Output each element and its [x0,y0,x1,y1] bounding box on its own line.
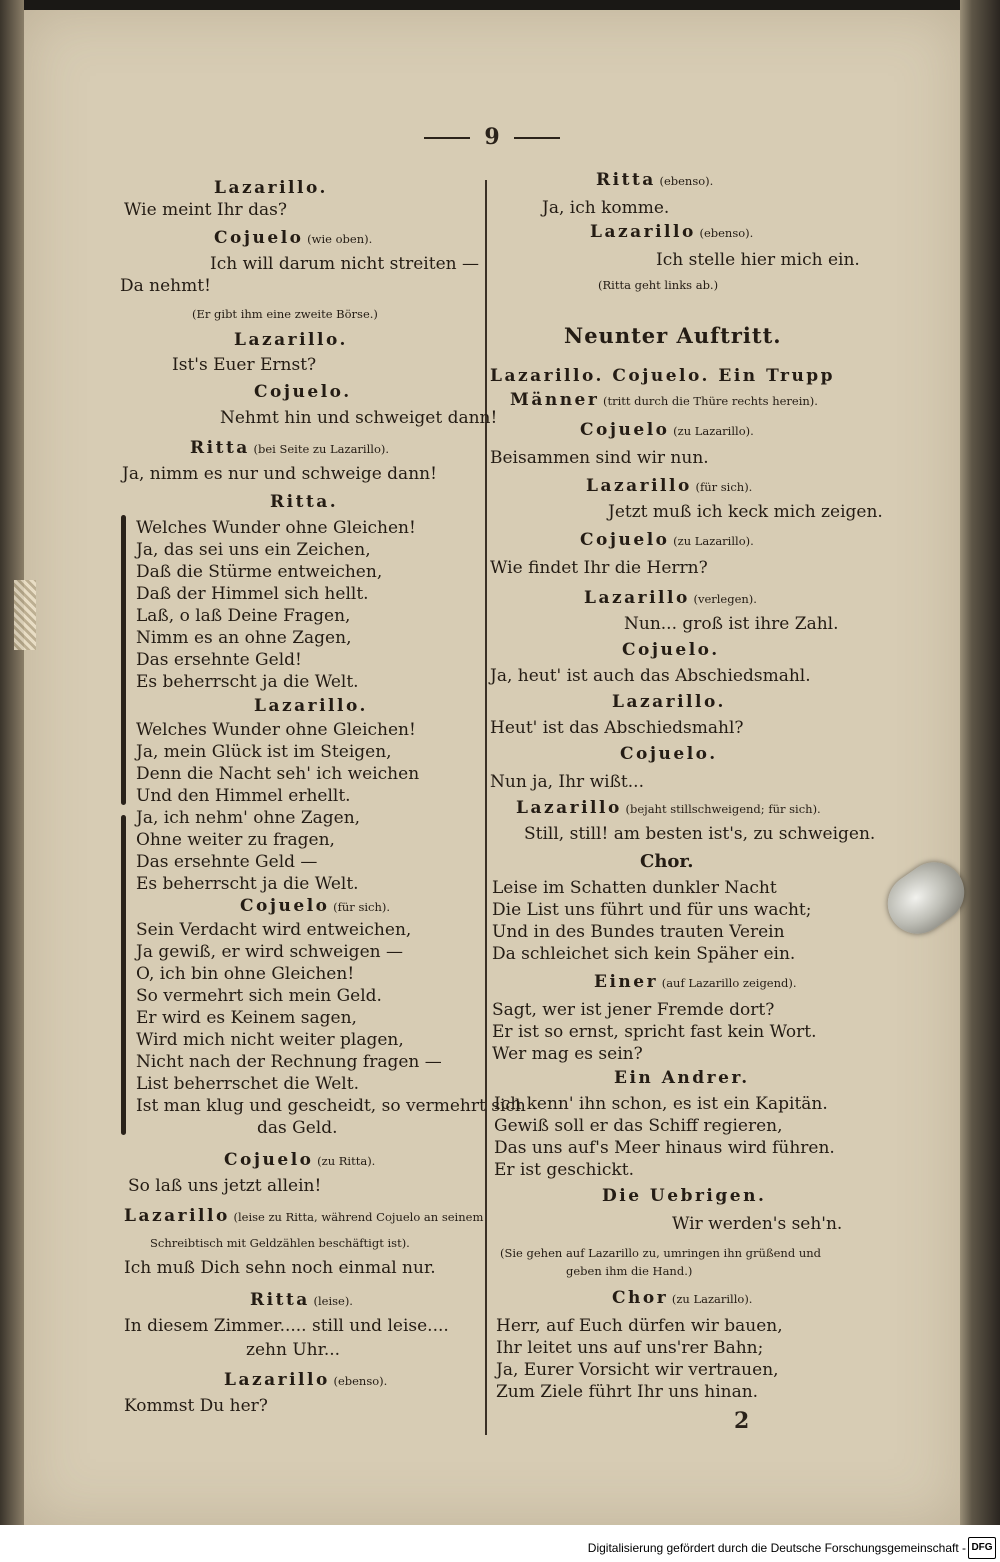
verse-text: Nun... groß ist ihre Zahl. [624,614,839,634]
speaker-name: Die Uebrigen. [602,1186,767,1206]
left-verse-line [136,650,302,670]
speaker-name: Lazarillo [590,222,696,242]
verse-text: Ja, das sei uns ein Zeichen, [136,540,371,560]
speaker-name: Ritta. [270,492,339,512]
book-page [24,10,960,1525]
right-verse-line [542,198,669,218]
stage-direction-inline: (tritt durch die Thüre rechts herein). [599,394,818,408]
speaker-name: Lazarillo [224,1370,330,1390]
verse-text: Ich stelle hier mich ein. [656,250,860,270]
left-verse-line [246,1340,340,1360]
speaker-name: Cojuelo [224,1150,314,1170]
speaker-name: Lazarillo. [214,178,328,198]
book-spine [0,0,24,1525]
left-verse-line [136,852,317,872]
right-speaker-line [586,476,752,497]
page-edge [960,0,1000,1525]
verse-text: Ist's Euer Ernst? [172,355,317,375]
right-verse-line [496,1382,758,1402]
dash-right [514,137,560,139]
right-verse-line [492,1044,643,1064]
verse-text: Die List uns führt und für uns wacht; [492,900,812,920]
left-speaker-line [254,696,368,716]
speaker-name: Lazarillo. [234,330,348,350]
stage-direction-inline: (verlegen). [689,592,757,606]
brace-ritta [121,515,126,805]
speaker-name: Cojuelo [580,530,670,550]
left-verse-line [136,964,354,984]
stage-direction-text: (Ritta geht links ab.) [598,278,719,292]
right-verse-line [492,900,812,920]
verse-text: Es beherrscht ja die Welt. [136,874,359,894]
verse-text: Ich kenn' ihn schon, es ist ein Kapitän. [494,1094,828,1114]
right-verse-line [656,250,860,270]
left-speaker-line [270,492,338,512]
dash-left [424,137,470,139]
brace-lazarillo [121,815,126,1135]
left-speaker-line [124,1206,483,1227]
stage-direction-inline: (leise zu Ritta, während Cojuelo an seinem [229,1210,484,1224]
verse-text: Er ist geschickt. [494,1160,634,1180]
left-verse-line [136,720,416,740]
right-verse-line [624,614,839,634]
stage-direction-text: (Er gibt ihm eine zweite Börse.) [192,307,378,321]
speaker-name: Cojuelo [240,896,330,916]
stage-direction-text: (Sie gehen auf Lazarillo zu, umringen ihn grüßend und [500,1246,822,1260]
speaker-name: Lazarillo [584,588,690,608]
scene-heading-text: Neunter Auftritt. [564,323,782,348]
verse-text: Das uns auf's Meer hinaus wird führen. [494,1138,835,1158]
verse-text: Kommst Du her? [124,1396,268,1416]
speaker-name: Ritta [596,170,656,190]
stage-direction-inline: (leise). [309,1294,353,1308]
left-verse-line [257,1118,338,1138]
right-verse-line [492,944,795,964]
verse-text: Ja gewiß, er wird schweigen — [136,942,403,962]
verse-text: Ja, heut' ist auch das Abschiedsmahl. [490,666,811,686]
right-speaker-line [580,420,754,441]
verse-text: Ich muß Dich sehn noch einmal nur. [124,1258,436,1278]
column-divider [485,180,487,1435]
right-speaker-line [614,1068,750,1088]
speaker-name: Lazarillo [516,798,622,818]
left-verse-line [124,200,287,220]
verse-text: Da nehmt! [120,276,211,296]
verse-text: Wie meint Ihr das? [124,200,287,220]
speaker-name: Lazarillo. Cojuelo. Ein Trupp [490,366,836,386]
verse-text: Er wird es Keinem sagen, [136,1008,357,1028]
right-verse-line [496,1338,763,1358]
right-verse-line [494,1160,634,1180]
left-verse-line [136,1074,359,1094]
page-number: 9 [484,124,500,150]
verse-text: Denn die Nacht seh' ich weichen [136,764,420,784]
right-speaker-line [620,744,718,764]
right-verse-line [490,718,744,738]
right-verse-line [492,1022,817,1042]
left-verse-line [136,764,419,784]
left-verse-line [124,1316,449,1336]
speaker-name: Ritta [190,438,250,458]
verse-text: Jetzt muß ich keck mich zeigen. [608,502,883,522]
right-verse-line [496,1360,779,1380]
verse-text: Er ist so ernst, spricht fast kein Wort. [492,1022,817,1042]
verse-text: So laß uns jetzt allein! [128,1176,322,1196]
right-speaker-line [622,640,720,660]
left-verse-line [136,1008,357,1028]
left-verse-line [220,408,497,428]
left-stage-direction [192,303,378,324]
verse-text: Leise im Schatten dunkler Nacht [492,878,777,898]
left-stage-direction [150,1232,410,1253]
verse-text: Zum Ziele führt Ihr uns hinan. [496,1382,759,1402]
left-speaker-line [214,178,328,198]
right-speaker-line [602,1186,766,1206]
speaker-name: Einer [594,972,659,992]
stage-direction-inline: (bejaht stillschweigend; für sich). [621,802,821,816]
left-verse-line [136,1096,526,1116]
verse-text: Herr, auf Euch dürfen wir bauen, [496,1316,783,1336]
verse-text: Wer mag es sein? [492,1044,643,1064]
left-speaker-line [224,1150,375,1171]
dfg-logo: DFG [968,1537,996,1559]
verse-text: Und in des Bundes trauten Verein [492,922,785,942]
speaker-name: Ritta [250,1290,310,1310]
stage-direction-inline: (zu Lazarillo). [669,424,754,438]
verse-text: So vermehrt sich mein Geld. [136,986,382,1006]
left-verse-line [172,355,316,375]
speaker-name: Lazarillo. [612,692,726,712]
stage-direction-inline: (für sich). [329,900,391,914]
verse-text: Wird mich nicht weiter plagen, [136,1030,404,1050]
stage-direction-inline: (wie oben). [303,232,373,246]
verse-text: Ich will darum nicht streiten — [210,254,479,274]
verse-text: Nehmt hin und schweiget dann! [220,408,498,428]
right-speaker-line [612,1288,752,1309]
right-verse-line [490,558,708,578]
right-scene-heading [564,323,782,348]
verse-text: Still, still! am besten ist's, zu schweigen. [524,824,876,844]
verse-text: O, ich bin ohne Gleichen! [136,964,355,984]
verse-text: Ja, ich komme. [542,198,670,218]
verse-text: Ja, nimm es nur und schweige dann! [122,464,437,484]
right-verse-line [490,666,811,686]
left-verse-line [136,540,371,560]
left-verse-line [136,584,369,604]
verse-text: das Geld. [257,1118,338,1138]
stage-direction-text: Schreibtisch mit Geldzählen beschäftigt ist). [150,1236,410,1250]
right-verse-line [524,824,875,844]
right-verse-line [494,1138,835,1158]
left-verse-line [136,1030,404,1050]
verse-text: Nun ja, Ihr wißt... [490,772,644,792]
verse-text: Wir werden's seh'n. [672,1214,843,1234]
verse-text: Gewiß soll er das Schiff regieren, [494,1116,783,1136]
right-verse-line [672,1214,842,1234]
speaker-name: Cojuelo. [254,382,352,402]
left-verse-line [136,830,335,850]
speaker-name: Ein Andrer. [614,1068,750,1088]
right-verse-line [608,502,883,522]
speaker-name: Männer [510,390,600,410]
verse-text: Da schleichet sich kein Späher ein. [492,944,796,964]
left-speaker-line [190,438,389,459]
verse-text: In diesem Zimmer..... still und leise.... [124,1316,449,1336]
verse-text: Ohne weiter zu fragen, [136,830,335,850]
right-speaker-line [596,170,713,191]
right-speaker-line [612,692,726,712]
right-verse-line [492,922,785,942]
right-verse-line [494,1116,783,1136]
left-verse-line [136,518,416,538]
verse-text: List beherrschet die Welt. [136,1074,359,1094]
verse-text: Ja, ich nehm' ohne Zagen, [136,808,361,828]
stage-direction-inline: (zu Lazarillo). [668,1292,753,1306]
right-speaker-line [590,222,753,243]
left-verse-line [136,808,360,828]
speaker-name: Cojuelo [214,228,304,248]
right-verse-line [490,448,709,468]
left-speaker-line [234,330,348,350]
right-speaker-line [490,366,835,386]
verse-text: Nicht nach der Rechnung fragen — [136,1052,442,1072]
verse-text: Ja, Eurer Vorsicht wir vertrauen, [496,1360,779,1380]
right-stage-direction [598,274,718,295]
left-verse-line [136,874,359,894]
speaker-name: Lazarillo [124,1206,230,1226]
verse-text: Es beherrscht ja die Welt. [136,672,359,692]
stage-direction-inline: (ebenso). [329,1374,388,1388]
right-speaker-line [516,798,821,819]
left-verse-line [136,942,403,962]
stage-direction-inline: (ebenso). [695,226,754,240]
verse-text: Welches Wunder ohne Gleichen! [136,518,416,538]
left-verse-line [136,742,392,762]
verse-text: Ist man klug und gescheidt, so vermehrt sich [136,1096,526,1116]
verse-text: Welches Wunder ohne Gleichen! [136,720,416,740]
speaker-name: Chor [612,1288,669,1308]
stage-direction-inline: (zu Lazarillo). [669,534,754,548]
left-verse-line [136,986,382,1006]
left-speaker-line [214,228,372,249]
signature-mark: 2 [734,1408,750,1434]
verse-text: Und den Himmel erhellt. [136,786,351,806]
right-verse-line [494,1094,828,1114]
left-verse-line [210,254,479,274]
verse-text: Sein Verdacht wird entweichen, [136,920,412,940]
verse-text: Nimm es an ohne Zagen, [136,628,352,648]
right-chorus-heading [640,852,694,872]
verse-text: Heut' ist das Abschiedsmahl? [490,718,744,738]
speaker-name: Lazarillo [586,476,692,496]
verse-text: Das ersehnte Geld — [136,852,318,872]
speaker-name: Cojuelo [580,420,670,440]
stage-direction-inline: (bei Seite zu Lazarillo). [249,442,390,456]
speaker-name: Lazarillo. [254,696,368,716]
right-speaker-line [580,530,754,551]
right-stage-direction [566,1260,692,1281]
left-verse-line [122,464,437,484]
verse-text: Daß der Himmel sich hellt. [136,584,369,604]
left-speaker-line [250,1290,353,1311]
verse-text: Beisammen sind wir nun. [490,448,709,468]
verse-text: Wie findet Ihr die Herrn? [490,558,708,578]
stage-direction-text: geben ihm die Hand.) [566,1264,693,1278]
left-verse-line [136,606,350,626]
right-verse-line [492,1000,774,1020]
footer-text: Digitalisierung gefördert durch die Deutsche Forschungsgemeinschaft - [587,1541,966,1555]
verse-text: Das ersehnte Geld! [136,650,302,670]
right-speaker-line [584,588,757,609]
right-verse-line [492,878,777,898]
left-verse-line [136,672,359,692]
speaker-name: Cojuelo. [622,640,720,660]
verse-text: Daß die Stürme entweichen, [136,562,383,582]
stage-direction-inline: (ebenso). [655,174,714,188]
left-verse-line [124,1258,436,1278]
binding-thread [14,580,36,650]
right-speaker-line [510,390,818,411]
verse-text: Laß, o laß Deine Fragen, [136,606,351,626]
page-number-header [24,124,960,150]
left-speaker-line [240,896,390,917]
verse-text: Ja, mein Glück ist im Steigen, [136,742,392,762]
stage-direction-inline: (zu Ritta). [313,1154,376,1168]
left-speaker-line [224,1370,387,1391]
left-speaker-line [254,382,352,402]
verse-text: Sagt, wer ist jener Fremde dort? [492,1000,775,1020]
left-verse-line [136,562,382,582]
right-speaker-line [594,972,797,993]
verse-text: zehn Uhr... [246,1340,341,1360]
left-verse-line [120,276,211,296]
speaker-name: Cojuelo. [620,744,718,764]
left-verse-line [136,786,351,806]
left-verse-line [136,628,351,648]
left-verse-line [136,920,411,940]
stage-direction-inline: (für sich). [691,480,753,494]
right-verse-line [490,772,644,792]
left-verse-line [124,1396,268,1416]
chorus-heading-text: Chor. [640,851,694,872]
left-verse-line [136,1052,442,1072]
right-verse-line [496,1316,783,1336]
stage-direction-inline: (auf Lazarillo zeigend). [658,976,797,990]
verse-text: Ihr leitet uns auf uns'rer Bahn; [496,1338,764,1358]
left-verse-line [128,1176,321,1196]
